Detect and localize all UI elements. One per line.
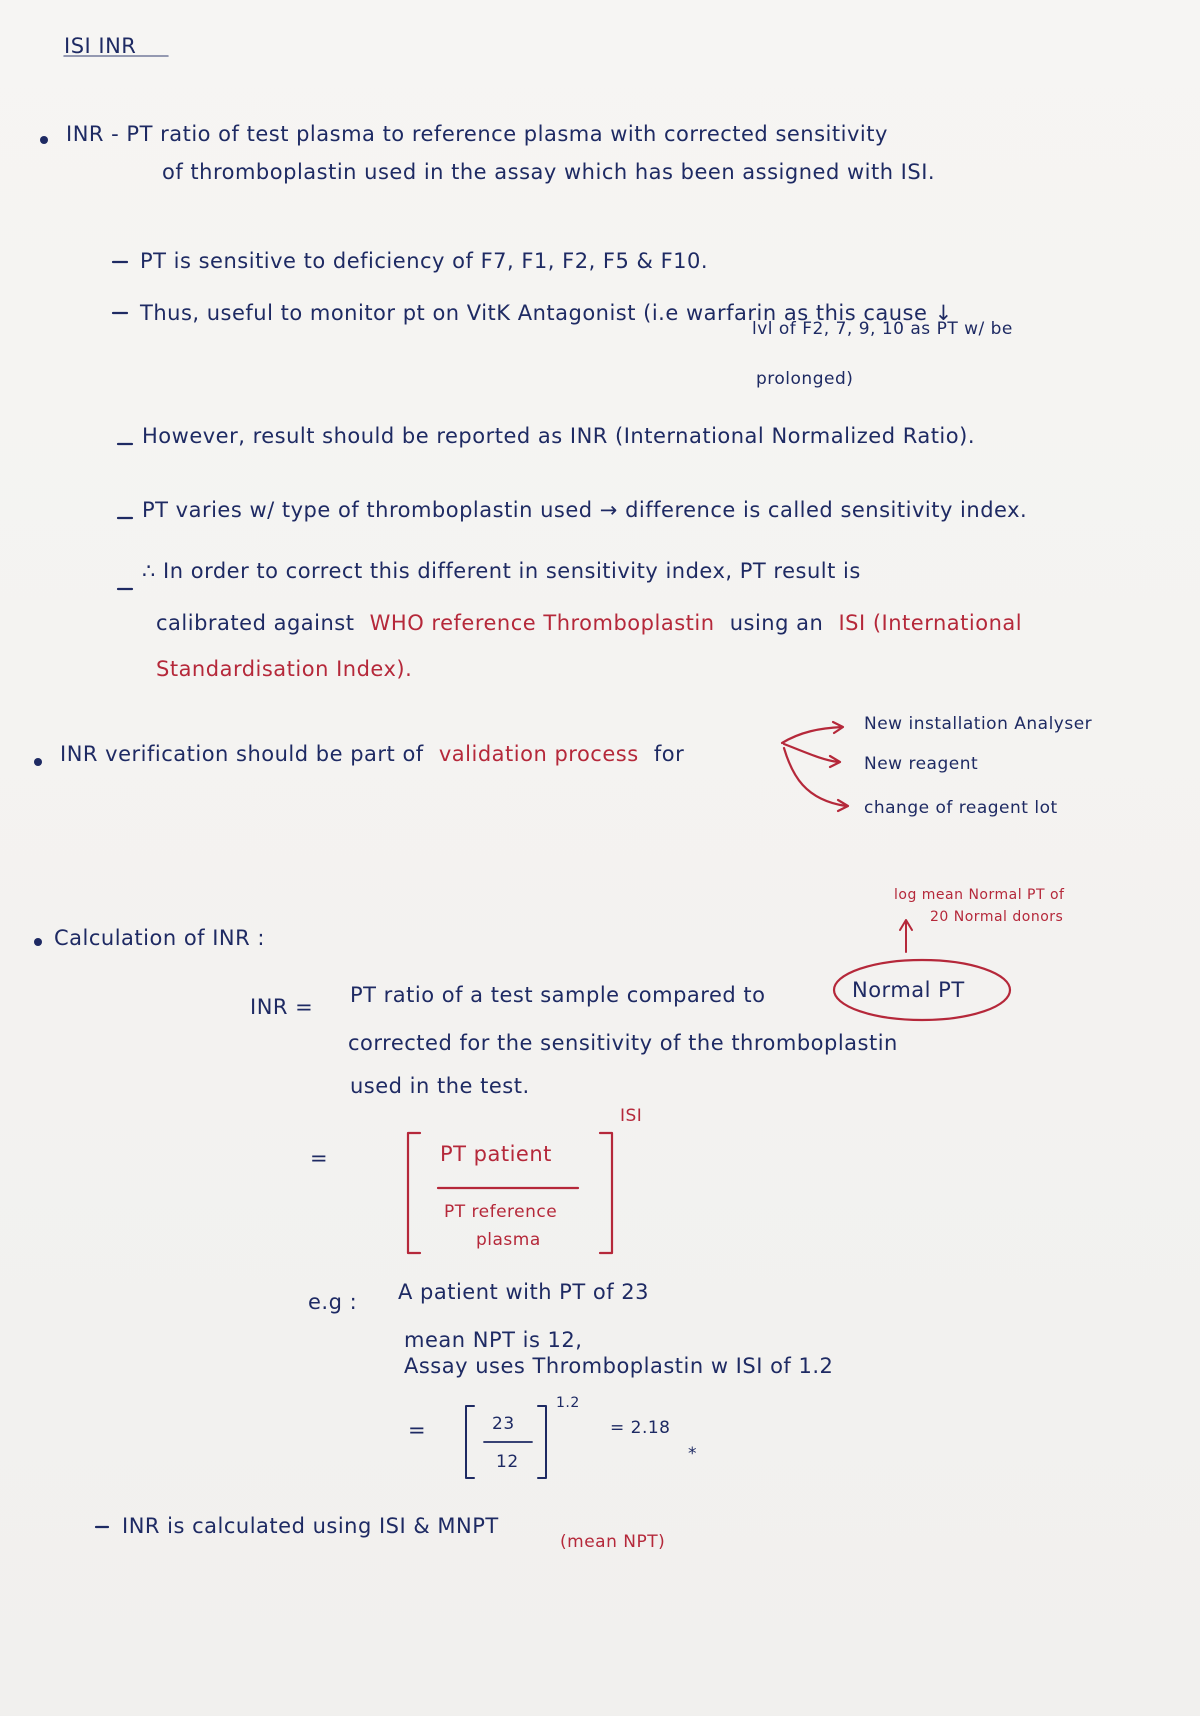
isi-international-text: ISI (International — [838, 611, 1023, 635]
point-monitor-line-1: Thus, useful to monitor pt on VitK Antagonist (i.e warfarin as this cause ↓ — [140, 301, 953, 325]
inr-definition-line-2: corrected for the sensitivity of the thromboplastin — [348, 1031, 898, 1055]
verification-item-reagent-lot: change of reagent lot — [864, 798, 1058, 818]
formula-right-bracket — [600, 1133, 612, 1253]
formula-isi-exponent: ISI — [620, 1106, 643, 1126]
bullet-dot — [34, 938, 42, 946]
example-label: e.g : — [308, 1290, 358, 1314]
inr-definition-line-3: used in the test. — [350, 1074, 530, 1098]
point-sensitivity: PT is sensitive to deficiency of F7, F1, F2, F5 & F10. — [140, 249, 709, 273]
formula-left-bracket — [408, 1133, 420, 1253]
note-line-1: log mean Normal PT of — [894, 887, 1065, 903]
definition-line-2: of thromboplastin used in the assay which has been assigned with ISI. — [162, 160, 936, 184]
inr-definition-line-1: PT ratio of a test sample compared to — [350, 983, 766, 1007]
bullet-dot — [40, 136, 48, 144]
validation-process-text: validation process — [438, 742, 639, 766]
point-correct-line-2 — [156, 613, 1022, 634]
example-left-bracket — [466, 1406, 474, 1478]
example-line-1: A patient with PT of 23 — [398, 1280, 649, 1304]
example-line-3: Assay uses Thromboplastin w ISI of 1.2 — [404, 1354, 834, 1378]
point-monitor-line-3: prolonged) — [756, 369, 854, 389]
example-denominator: 12 — [496, 1452, 519, 1472]
example-equals: = — [408, 1418, 427, 1442]
verification-line — [60, 744, 684, 765]
calibrated-against-text: calibrated against — [156, 611, 355, 635]
example-star: * — [688, 1444, 697, 1464]
calculation-heading: Calculation of INR : — [54, 926, 265, 950]
bullet-dot — [34, 758, 42, 766]
arrow-to-new-installation — [782, 727, 842, 743]
point-report-inr: However, result should be reported as INR (International Normalized Ratio). — [142, 424, 975, 448]
verification-item-new-installation: New installation Analyser — [864, 714, 1093, 734]
example-right-bracket — [538, 1406, 546, 1478]
formula-denominator-line-1: PT reference — [444, 1202, 558, 1222]
point-pt-varies: PT varies w/ type of thromboplastin used → difference is called sensitivity index. — [142, 498, 1028, 522]
using-an-text: using an — [729, 611, 824, 635]
inr-label: INR = — [250, 995, 314, 1019]
normal-pt-text: Normal PT — [852, 978, 965, 1002]
who-reference-text: WHO reference Thromboplastin — [369, 611, 715, 635]
formula-equals: = — [310, 1146, 329, 1170]
formula-denominator-line-2: plasma — [476, 1230, 541, 1250]
example-exponent: 1.2 — [556, 1395, 580, 1411]
example-result: = 2.18 — [610, 1418, 671, 1438]
for-text: for — [653, 742, 685, 766]
formula-numerator: PT patient — [440, 1142, 552, 1166]
footer-line: INR is calculated using ISI & MNPT — [122, 1514, 499, 1538]
verification-item-new-reagent: New reagent — [864, 754, 979, 774]
definition-line-1: INR - PT ratio of test plasma to reference plasma with corrected sensitivity — [66, 122, 888, 146]
verification-text: INR verification should be part of — [60, 742, 424, 766]
arrow-to-new-reagent — [784, 744, 838, 762]
point-correct-line-3: Standardisation Index). — [156, 657, 413, 681]
page-title: ISI INR — [64, 34, 137, 58]
footer-mean-npt: (mean NPT) — [560, 1532, 666, 1552]
example-numerator: 23 — [492, 1414, 515, 1434]
point-monitor-line-2: lvl of F2, 7, 9, 10 as PT w/ be — [752, 319, 1013, 339]
example-line-2: mean NPT is 12, — [404, 1328, 583, 1352]
note-line-2: 20 Normal donors — [930, 909, 1064, 925]
point-correct-line-1: ∴ In order to correct this different in sensitivity index, PT result is — [142, 559, 861, 583]
